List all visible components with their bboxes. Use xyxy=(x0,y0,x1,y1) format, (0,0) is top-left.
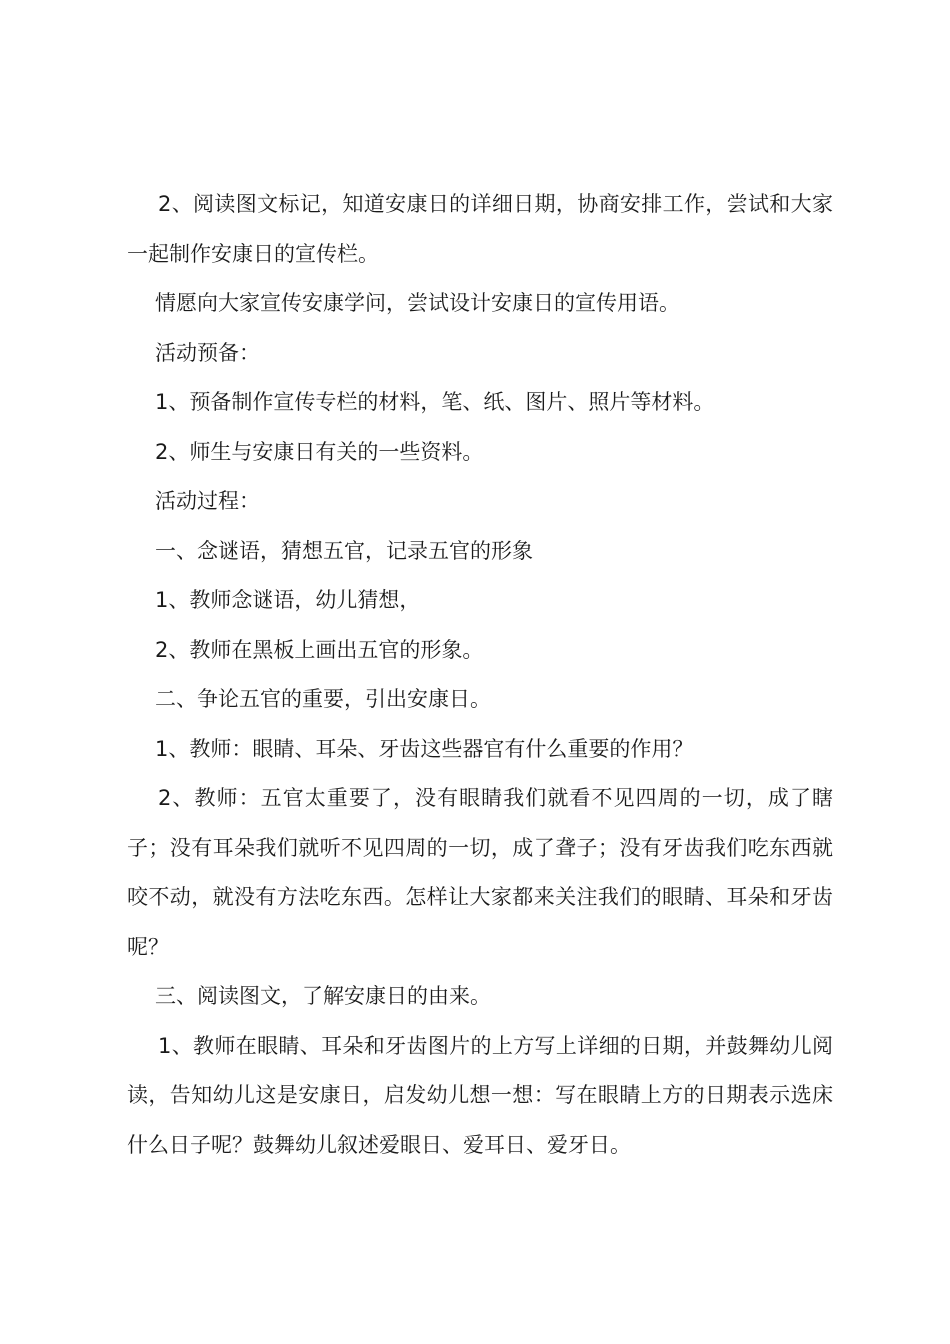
heading-step-3: 三、阅读图文，了解安康日的由来。 xyxy=(155,984,491,1008)
paragraph-preparation-2: 2、师生与安康日有关的一些资料。 xyxy=(155,439,484,464)
paragraph-goal-2: 2、阅读图文标记，知道安康日的详细日期，协商安排工作，尝试和大家一起制作安康日的宣传栏。 xyxy=(127,192,833,266)
paragraph-goal-3: 情愿向大家宣传安康学问，尝试设计安康日的宣传用语。 xyxy=(155,291,680,315)
heading-activity-preparation: 活动预备： xyxy=(155,340,260,365)
paragraph-step-3-1: 1、教师在眼睛、耳朵和牙齿图片的上方写上详细的日期，并鼓舞幼儿阅读，告知幼儿这是安康日，启发幼儿想一想：写在眼睛上方的日期表示选床什么日子呢？鼓舞幼儿叙述爱眼日、爱耳日、爱牙日。 xyxy=(127,1033,833,1157)
paragraph-step-2-2: 2、教师：五官太重要了，没有眼睛我们就看不见四周的一切，成了瞎子；没有耳朵我们就听不见四周的一切，成了聋子；没有牙齿我们吃东西就咬不动，就没有方法吃东西。怎样让大家都来关注我们的眼睛、耳朵和牙齿呢？ xyxy=(127,786,833,959)
paragraph-preparation-1: 1、预备制作宣传专栏的材料，笔、纸、图片、照片等材料。 xyxy=(155,390,715,414)
paragraph-step-1-2: 2、教师在黑板上画出五官的形象。 xyxy=(155,637,484,662)
heading-activity-process: 活动过程： xyxy=(155,489,260,513)
paragraph-step-2-1: 1、教师：眼睛、耳朵、牙齿这些器官有什么重要的作用？ xyxy=(155,736,694,761)
heading-step-1: 一、念谜语，猜想五官，记录五官的形象 xyxy=(155,538,533,563)
paragraph-step-1-1: 1、教师念谜语，幼儿猜想， xyxy=(155,588,421,612)
document-body xyxy=(127,180,833,1170)
heading-step-2: 二、争论五官的重要，引出安康日。 xyxy=(155,687,491,711)
